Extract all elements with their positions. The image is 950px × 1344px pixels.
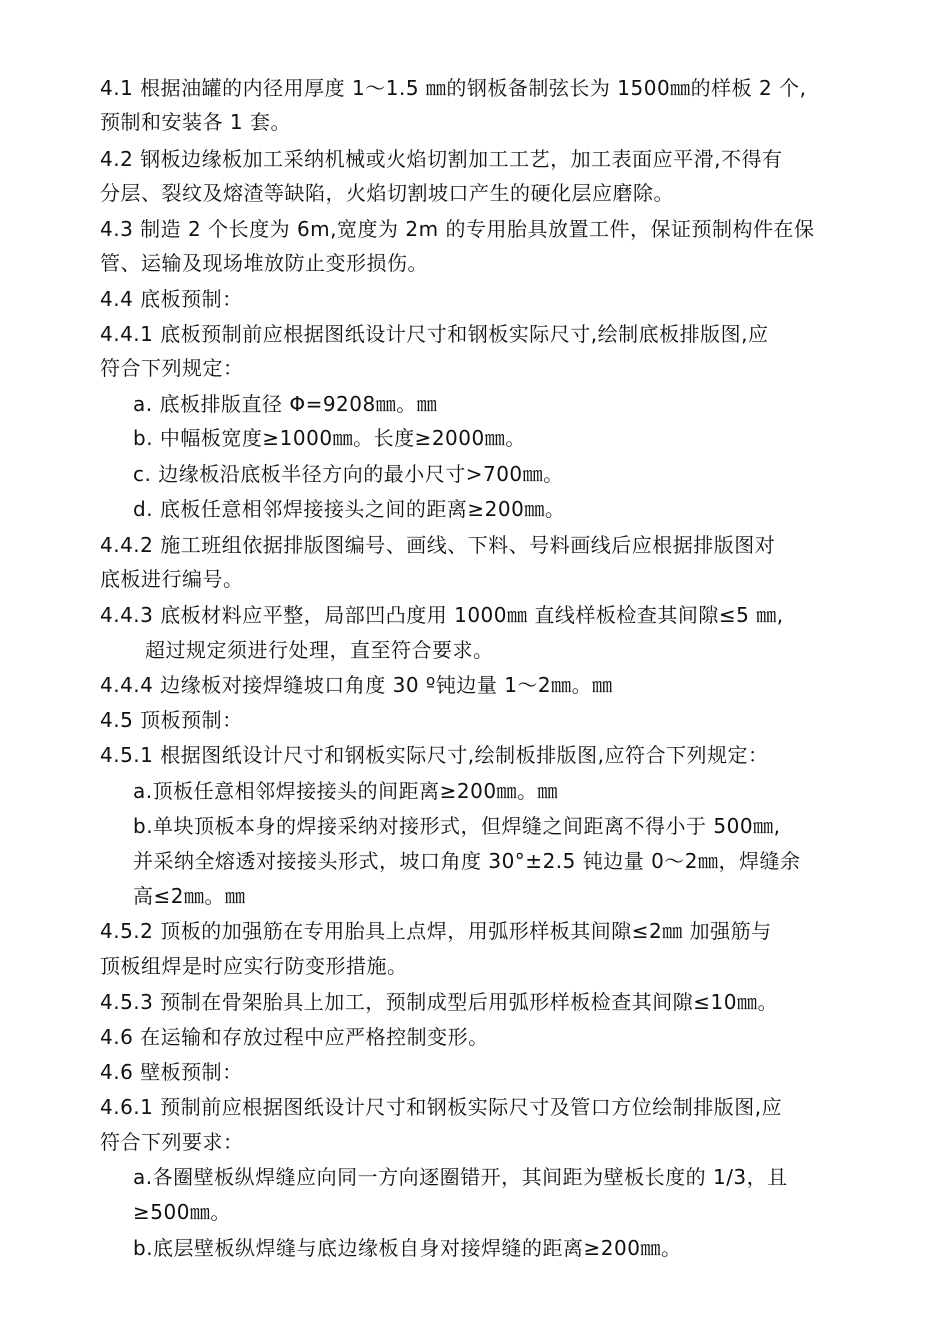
- text-line: 4.2 钢板边缘板加工采纳机械或火焰切割加工工艺，加工表面应平滑,不得有: [100, 147, 783, 171]
- text-line: 4.4.2 施工班组依据排版图编号、画线、下料、号料画线后应根据排版图对: [100, 533, 776, 557]
- text-line: 4.3 制造 2 个长度为 6m,宽度为 2m 的专用胎具放置工件，保证预制构件在保: [100, 217, 815, 241]
- text-line: 4.1 根据油罐的内径用厚度 1～1.5 ㎜的钢板备制弦长为 1500㎜的样板 2 个,: [100, 76, 807, 100]
- list-item: d. 底板任意相邻焊接接头之间的距离≥200㎜。: [133, 497, 566, 521]
- list-item: c. 边缘板沿底板半径方向的最小尺寸>700㎜。: [133, 462, 564, 486]
- list-item: a.各圈壁板纵焊缝应向同一方向逐圈错开，其间距为壁板长度的 1/3，且: [133, 1165, 788, 1189]
- text-line: 分层、裂纹及熔渣等缺陷，火焰切割坡口产生的硬化层应磨除。: [100, 181, 674, 205]
- section-heading: 4.4 底板预制：: [100, 287, 243, 311]
- text-line: 管、运输及现场堆放防止变形损伤。: [100, 251, 428, 275]
- text-line: 4.6.1 预制前应根据图纸设计尺寸和钢板实际尺寸及管口方位绘制排版图,应: [100, 1095, 783, 1119]
- list-item: b.单块顶板本身的焊接采纳对接形式，但焊缝之间距离不得小于 500㎜,: [133, 814, 781, 838]
- text-line: 超过规定须进行处理，直至符合要求。: [145, 638, 494, 662]
- text-line: 4.5.1 根据图纸设计尺寸和钢板实际尺寸,绘制板排版图,应符合下列规定：: [100, 743, 769, 767]
- text-line: 符合下列规定：: [100, 356, 244, 380]
- text-line: 4.5.3 预制在骨架胎具上加工，预制成型后用弧形样板检查其间隙≤10㎜。: [100, 990, 778, 1014]
- text-line: 4.4.1 底板预制前应根据图纸设计尺寸和钢板实际尺寸,绘制底板排版图,应: [100, 322, 769, 346]
- list-item: ≥500㎜。: [133, 1200, 231, 1224]
- section-heading: 4.6 壁板预制：: [100, 1060, 243, 1084]
- list-item: 并采纳全熔透对接接头形式，坡口角度 30°±2.5 钝边量 0～2㎜，焊缝余: [133, 849, 801, 873]
- text-line: 符合下列要求：: [100, 1130, 244, 1154]
- text-line: 4.4.3 底板材料应平整，局部凹凸度用 1000㎜ 直线样板检查其间隙≤5 ㎜,: [100, 603, 784, 627]
- text-line: 底板进行编号。: [100, 567, 244, 591]
- list-item: b.底层壁板纵焊缝与底边缘板自身对接焊缝的距离≥200㎜。: [133, 1236, 682, 1260]
- list-item: a. 底板排版直径 Φ=9208㎜。㎜: [133, 392, 438, 416]
- text-line: 4.6 在运输和存放过程中应严格控制变形。: [100, 1025, 489, 1049]
- text-line: 4.4.4 边缘板对接焊缝坡口角度 30 º钝边量 1～2㎜。㎜: [100, 673, 613, 697]
- text-line: 顶板组焊是时应实行防变形措施。: [100, 954, 408, 978]
- text-line: 4.5.2 顶板的加强筋在专用胎具上点焊，用弧形样板其间隙≤2㎜ 加强筋与: [100, 919, 772, 943]
- text-line: 预制和安装各 1 套。: [100, 110, 291, 134]
- list-item: a.顶板任意相邻焊接接头的间距离≥200㎜。㎜: [133, 779, 559, 803]
- list-item: 高≤2㎜。㎜: [133, 884, 246, 908]
- list-item: b. 中幅板宽度≥1000㎜。长度≥2000㎜。: [133, 426, 526, 450]
- section-heading: 4.5 顶板预制：: [100, 708, 243, 732]
